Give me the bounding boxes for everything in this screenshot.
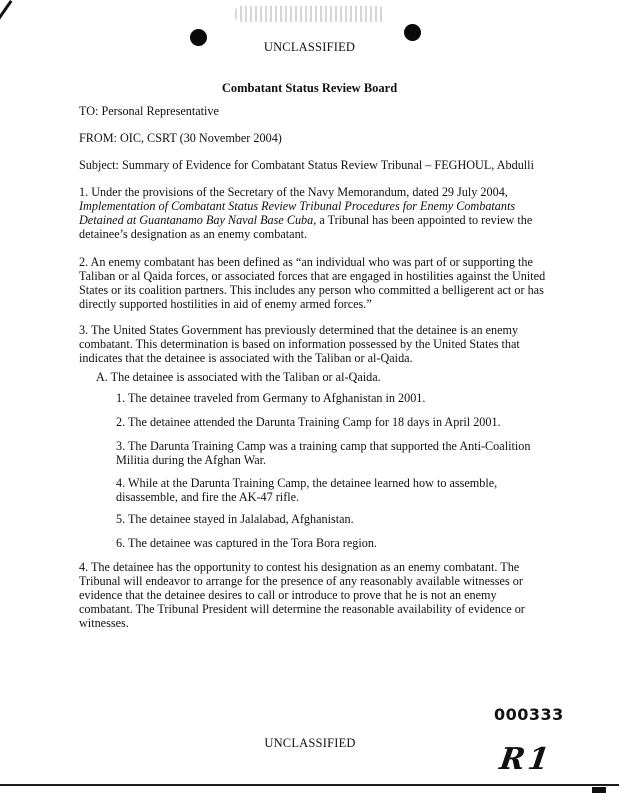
paragraph-3: 3. The United States Government has previously determined that the detainee is an enemy combatant. This determination is based on information possessed by the United States that indicates that the detainee is associated with the Taliban or al-Qaida.	[79, 323, 520, 365]
paragraph-4: 4. The detainee has the opportunity to contest his designation as an enemy combatant. The Tribunal will endeavor to arrange for the presence of any reasonably available witnesses or evidence that the detainee desires to call or introduce to prove that he is not an enemy combatant. The Tribunal President will determine the reasonable availability of evidence or witnesses.	[79, 560, 525, 630]
page-number-stamp: 000333	[494, 705, 564, 724]
paragraph-1-start: 1. Under the provisions of the Secretary of the Navy Memorandum, dated 29 July 2004,	[79, 185, 508, 199]
subject-line: Subject: Summary of Evidence for Combatant Status Review Tribunal – FEGHOUL, Abdulli	[79, 158, 534, 172]
document-title: Combatant Status Review Board	[221, 81, 398, 95]
footer-classification: UNCLASSIFIED	[264, 736, 356, 750]
scan-artifact	[592, 787, 606, 793]
evidence-item-2: 2. The detainee attended the Darunta Training Camp for 18 days in April 2001.	[116, 415, 501, 429]
evidence-item-1: 1. The detainee traveled from Germany to Afghanistan in 2001.	[116, 391, 426, 405]
paragraph-1-end: , a Tribunal has been appointed to review the detainee’s designation as an enemy combatant.	[79, 213, 533, 241]
punch-hole-right	[404, 24, 421, 41]
section-a-heading: A. The detainee is associated with the Taliban or al-Qaida.	[96, 370, 381, 384]
from-line: FROM: OIC, CSRT (30 November 2004)	[79, 131, 282, 145]
evidence-item-5: 5. The detainee stayed in Jalalabad, Afghanistan.	[116, 512, 354, 526]
memorandum-title: Implementation of Combatant Status Review Tribunal Procedures for Enemy Combatants Detained at Guantanamo Bay Naval Base Cuba	[79, 199, 516, 227]
to-line: TO: Personal Representative	[79, 104, 219, 118]
paragraph-2: 2. An enemy combatant has been defined as “an individual who was part of or supporting the Taliban or al Qaida forces, or associated forces that are engaged in hostilities against the United States or its coalition partners. This includes any person who committed a belligerent act or has directly supported hostilities in aid of enemy armed forces.”	[79, 255, 546, 311]
pen-mark	[0, 0, 12, 23]
paragraph-1	[79, 185, 547, 241]
evidence-item-6: 6. The detainee was captured in the Tora Bora region.	[116, 536, 377, 550]
scan-noise	[235, 6, 385, 22]
evidence-item-4: 4. While at the Darunta Training Camp, the detainee learned how to assemble, disassemble, and fire the AK-47 rifle.	[116, 476, 498, 504]
scan-border-line	[0, 784, 619, 786]
evidence-item-3: 3. The Darunta Training Camp was a training camp that supported the Anti-Coalition Militia during the Afghan War.	[116, 439, 531, 467]
header-classification: UNCLASSIFIED	[263, 40, 356, 54]
handwritten-mark: R1	[497, 742, 555, 777]
